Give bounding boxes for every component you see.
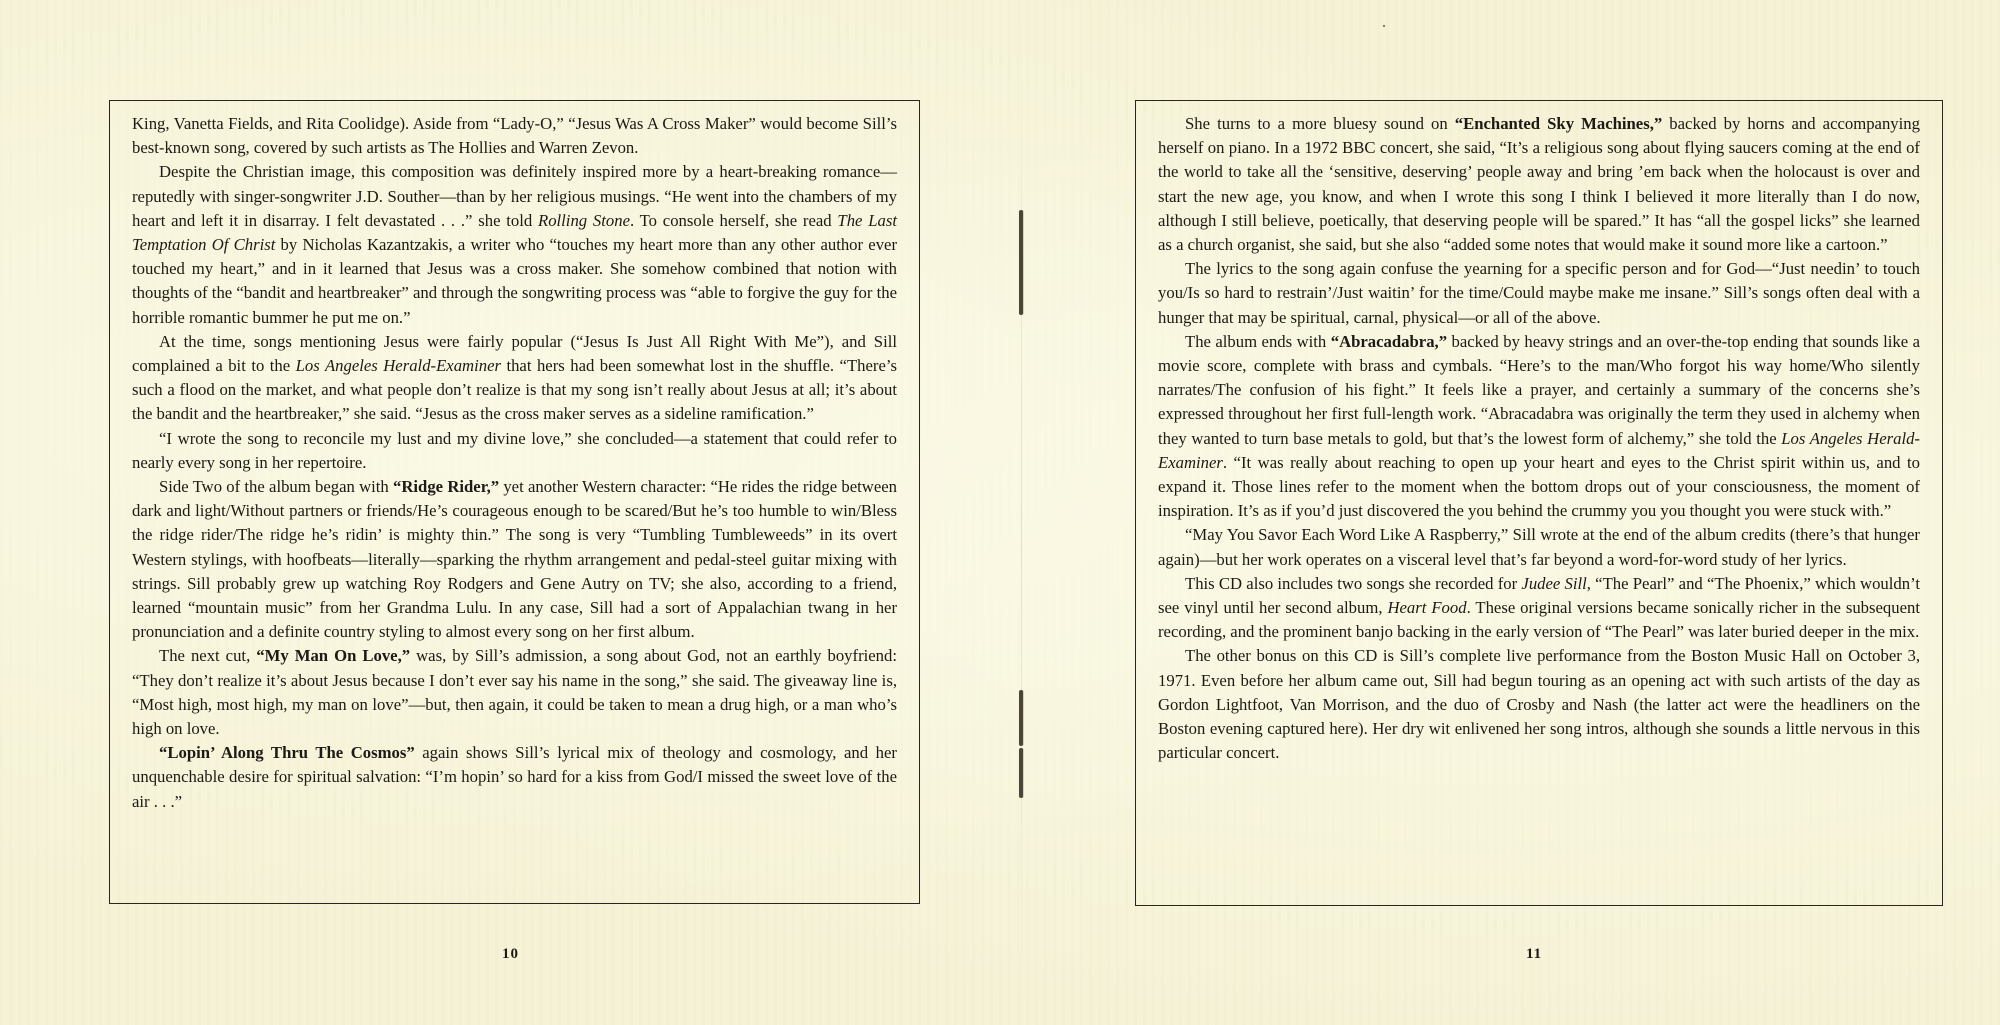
right-page-number: 11 <box>1526 946 1543 962</box>
text-run: again shows Sill’s lyrical mix of theology and cosmology, and her unquenchable desire for spiritual salvation: “I’m hopin’ so hard for a kiss from God/I missed the sweet love of the air . . .” <box>132 743 897 811</box>
text-run: At the time, songs mentioning Jesus were fairly popular (“Jesus Is Just All Right With Me”), and Sill complained a bit to the <box>132 331 897 376</box>
song-title: “Enchanted Sky Machines,” <box>1454 114 1663 133</box>
body-paragraph <box>132 427 897 475</box>
text-run: Side Two of the album began with <box>159 477 394 497</box>
song-title: “Abracadabra,” <box>1330 331 1448 351</box>
body-paragraph <box>132 475 897 644</box>
song-title: “Lopin’ Along Thru The Cosmos” <box>159 743 415 763</box>
text-run: yet another Western character: “He rides the ridge between dark and light/Without partners or friends/He’s courageous enough to be scared/But he’s too humble to win/Bless the ridge rider/The ridge he’s ridin’ is mighty thin.” The song is very “Tumbling Tumbleweeds” in its overt Western stylings, with hoofbeats—literally—sparking the rhythm arrangement and pedal-steel guitar mixing with strings. Sill probably grew up watching Roy Rodgers and Gene Autry on TV; she also, according to a friend, learned “mountain music” from her Grandma Lulu. In any case, Sill had a sort of Appalachian twang in her pronunciation and a definite country styling to almost every song on her first album. <box>132 477 898 642</box>
body-paragraph <box>132 644 897 741</box>
body-paragraph <box>132 330 897 427</box>
body-paragraph <box>132 112 897 160</box>
left-page-number: 10 <box>502 946 519 962</box>
text-run: This CD also includes two songs she recorded for <box>1185 573 1522 593</box>
text-run: Despite the Christian image, this composition was definitely inspired more by a heart-breaking romance—reputedly with singer-songwriter J.D. Souther—than by her religious musings. “He went into the chambers of my heart and left it in disarray. I felt devastated . . .” she told <box>132 162 897 230</box>
body-paragraph <box>1158 112 1920 257</box>
left-text-frame <box>109 100 920 904</box>
body-paragraph <box>1158 257 1920 330</box>
right-text-frame <box>1135 100 1943 906</box>
text-run: The other bonus on this CD is Sill’s complete live performance from the Boston Music Hall on October 3, 1971. Even before her album came out, Sill had begun touring as an opening act with such artists of the day as Gordon Lightfoot, Van Morrison, and the duo of Crosby and Nash (the latter act were the headliners on the Boston evening captured here). Her dry wit enlivened her song intros, although she sounds a little nervous in this particular concert. <box>1158 646 1920 763</box>
text-run: . These original versions became sonically richer in the subsequent recording, and the prominent banjo backing in the early version of “The Pearl” was later buried deeper in the mix. <box>1158 598 1920 642</box>
text-run: “May You Savor Each Word Like A Raspberry,” Sill wrote at the end of the album credits (there’s that hunger again)—but her work operates on a visceral level that’s far beyond a word-for-word study of her lyrics. <box>1158 525 1920 569</box>
right-page <box>1000 0 2000 1025</box>
italic-title: Los Angeles Herald-Examiner <box>295 356 501 376</box>
text-run: . To console herself, she read <box>630 210 838 230</box>
text-run: that hers had been somewhat lost in the shuffle. “There’s such a flood on the market, and what people don’t realize is that my song isn’t really about Jesus at all; it’s about the bandit and the heartbreaker,” she said. “Jesus as the cross maker serves as a sideline ramification.” <box>132 356 897 424</box>
body-paragraph <box>1158 572 1920 645</box>
text-run: She turns to a more bluesy sound on <box>1185 114 1455 133</box>
italic-title: Judee Sill <box>1521 573 1587 593</box>
body-paragraph <box>1158 644 1920 765</box>
text-run: , “The Pearl” and “The Phoenix,” which wouldn’t see vinyl until her second album, <box>1158 573 1920 618</box>
text-run: The lyrics to the song again confuse the yearning for a specific person and for God—“Just needin’ to touch you/Is so hard to restrain’/Just waitin’ for the time/Could maybe make me insane.” Sill’s songs often deal with a hunger that may be spiritual, carnal, physical—or all of the above. <box>1158 259 1920 327</box>
song-title: “My Man On Love,” <box>256 646 411 666</box>
body-paragraph <box>1158 330 1920 524</box>
body-paragraph <box>132 741 897 814</box>
body-paragraph <box>132 160 897 329</box>
text-run: by Nicholas Kazantzakis, a writer who “touches my heart more than any other author ever touched my heart,” and in it learned that Jesus was a cross maker. She somehow combined that notion with thoughts of the “bandit and heartbreaker” and through the songwriting process was “able to forgive the guy for the horrible romantic bummer he put me on.” <box>132 235 897 327</box>
text-run: “I wrote the song to reconcile my lust and my divine love,” she concluded—a statement that could refer to nearly every song in her repertoire. <box>132 428 897 472</box>
italic-title: Rolling Stone <box>538 210 630 230</box>
italic-title: The Last Temptation Of Christ <box>132 210 897 255</box>
text-run: backed by horns and accompanying herself on piano. In a 1972 BBC concert, she said, “It’s a religious song about flying saucers coming at the end of the world to take all the ‘sensitive, deserving’ people away and bring ’em back when the holocaust is over and start the new age, you know, and when I wrote this song I think I believed it more literally than I do now, although I still believe, poetically, that deserving people will be spared.” It has “all the gospel licks” she learned as a church organist, she said, but she also “added some notes that would make it sound more like a cartoon.” <box>1158 114 1920 255</box>
italic-title: Heart Food <box>1387 598 1467 618</box>
text-run: The next cut, <box>159 646 257 666</box>
text-run: backed by heavy strings and an over-the-top ending that sounds like a movie score, complete with brass and cymbals. “Here’s to the man/Who forgot his way home/Who silently narrates/The confusion of his fight.” It feels like a prayer, and certainly a summary of the concerns she’s expressed throughout her first full-length work. “Abracadabra was originally the term they used in alchemy when they wanted to turn base metals to gold, but that’s the lowest form of alchemy,” she told the <box>1158 331 1920 448</box>
text-run: King, Vanetta Fields, and Rita Coolidge). Aside from “Lady-O,” “Jesus Was A Cross Maker” would become Sill’s best-known song, covered by such artists as The Hollies and Warren Zevon. <box>132 114 897 158</box>
text-run: . “It was really about reaching to open up your heart and eyes to the Christ spirit within us, and to expand it. Those lines refer to the moment when the bottom drops out of your consciousness, the moment of inspiration. It’s as if you’d just discovered the you behind the crummy you you thought you were stuck with.” <box>1158 452 1920 521</box>
body-paragraph <box>1158 523 1920 571</box>
italic-title: Los Angeles Herald-Examiner <box>1158 428 1920 472</box>
song-title: “Ridge Rider,” <box>393 477 500 497</box>
text-run: The album ends with <box>1185 331 1331 351</box>
text-run: was, by Sill’s admission, a song about God, not an earthly boyfriend: “They don’t realize it’s about Jesus because I don’t ever say his name in the song,” she said. The giveaway line is, “Most high, most high, my man on love”—but, then again, it could be taken to mean a drug high, or a man who’s high on love. <box>132 646 897 739</box>
